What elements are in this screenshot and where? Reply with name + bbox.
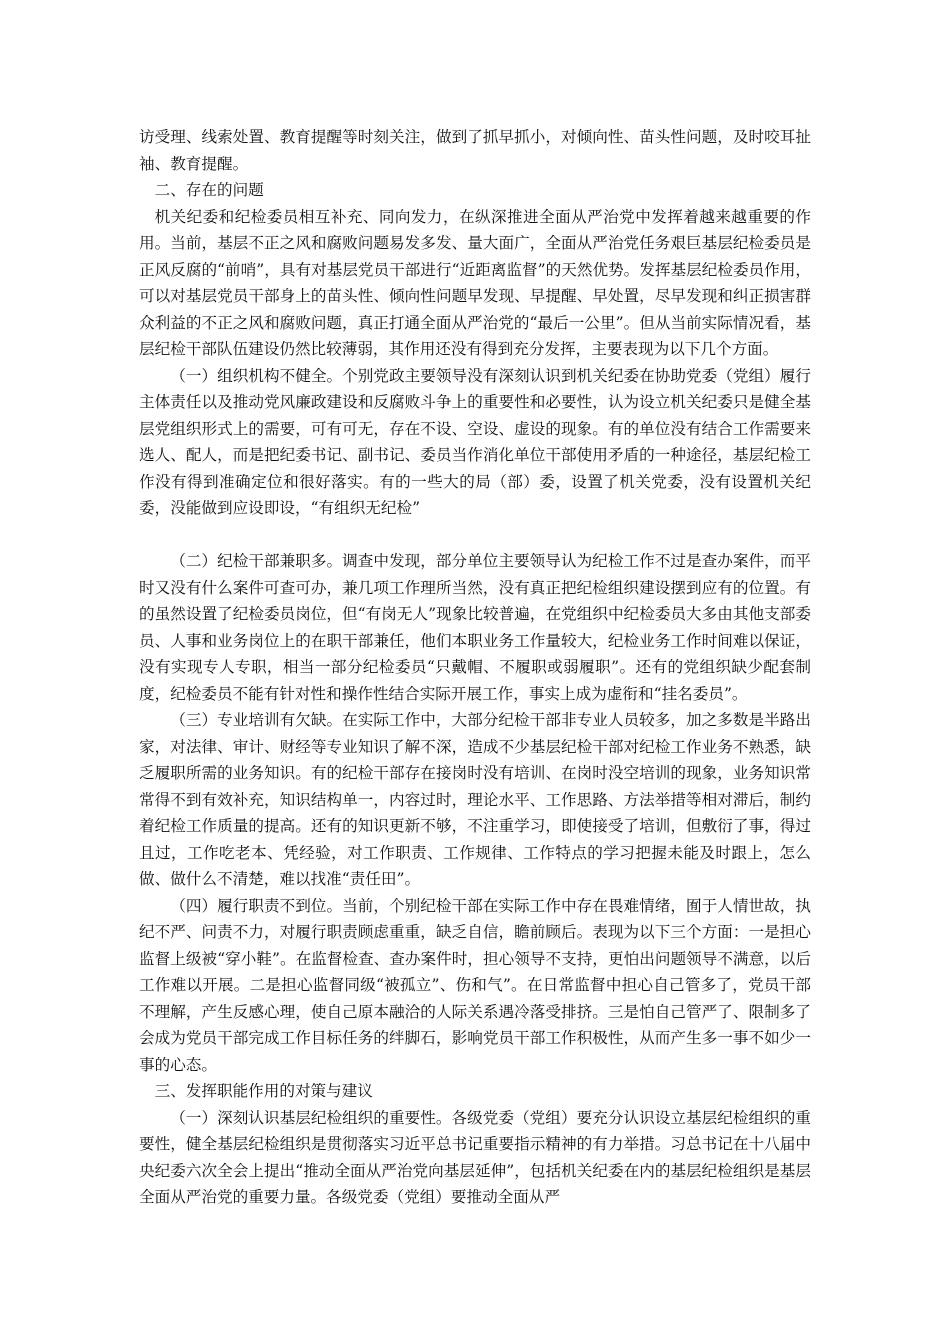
section-heading-suggestions: 三、发挥职能作用的对策与建议 [154, 1082, 373, 1100]
paragraph-suggestion-1: （一）深刻认识基层纪检组织的重要性。各级党委（党组）要充分认识设立基层纪检组织的重要性，健全基层纪检组织是贯彻落实习近平总书记重要指示精神的有力举措。习总书记在十八届中央纪委六次全会上提出“推动全面从严治党向基层延伸”，包括机关纪委在内的基层纪检组织是基层全面从严治党的重要力量。各级党委（党组）要推动全面从严 [139, 1108, 811, 1206]
paragraph-problem-2: （二）纪检干部兼职多。调查中发现，部分单位主要领导认为纪检工作不过是查办案件，而平时又没有什么案件可查可办，兼几项工作理所当然，没有真正把纪检组织建设摆到应有的位置。有的虽然设置了纪检委员岗位，但“有岗无人”现象比较普遍，在党组织中纪检委员大多由其他支部委员、人事和业务岗位上的在职干部兼任，他们本职业务工作量较大，纪检业务工作时间难以保证，没有实现专人专职，相当一部分纪检委员“只戴帽、不履职或弱履职”。还有的党组织缺少配套制度，纪检委员不能有针对性和操作性结合实际开展工作，事实上成为虚衔和“挂名委员”。 [139, 552, 811, 703]
paragraph-problem-4: （四）履行职责不到位。当前，个别纪检干部在实际工作中存在畏难情绪，囿于人情世故，执纪不严、问责不力，对履行职责顾虑重重，缺乏自信，瞻前顾后。表现为以下三个方面：一是担心监督上级被“穿小鞋”。在监督检查、查办案件时，担心领导不支持，更怕出问题领导不满意，以后工作难以开展。二是担心监督同级“被孤立”、伤和气”。在日常监督中担心自己管多了，党员干部不理解，产生反感心理，使自己原本融洽的人际关系遇冷落受排挤。三是怕自己管严了、限制多了会成为党员干部完成工作目标任务的绊脚石，影响党员干部工作积极性，从而产生多一事不如少一事的心态。 [139, 896, 811, 1074]
section-heading-problems: 二、存在的问题 [154, 181, 264, 199]
paragraph-continuation: 访受理、线索处置、教育提醒等时刻关注，做到了抓早抓小，对倾向性、苗头性问题，及时咬耳扯袖、教育提醒。 [139, 128, 811, 173]
paragraph-problem-3: （三）专业培训有欠缺。在实际工作中，大部分纪检干部非专业人员较多，加之多数是半路出家，对法律、审计、财经等专业知识了解不深，造成不少基层纪检干部对纪检工作业务不熟悉，缺乏履职所需的业务知识。有的纪检干部存在接岗时没有培训、在岗时没空培训的现象，业务知识常常得不到有效补充，知识结构单一，内容过时，理论水平、工作思路、方法举措等相对滞后，制约着纪检工作质量的提高。还有的知识更新不够，不注重学习，即使接受了培训，但敷衍了事，得过且过，工作吃老本、凭经验，对工作职责、工作规律、工作特点的学习把握未能及时跟上，怎么做、做什么不清楚，难以找准“责任田”。 [139, 711, 811, 888]
paragraph-problem-1: （一）组织机构不健全。个别党政主要领导没有深刻认识到机关纪委在协助党委（党组）履行主体责任以及推动党风廉政建设和反腐败斗争上的重要性和必要性，认为设立机关纪委只是健全基层党组织形式上的需要，可有可无，存在不设、空设、虚设的现象。有的单位没有结合工作需要来选人、配人，而是把纪委书记、副书记、委员当作消化单位干部使用矛盾的一种途径，基层纪检工作没有得到准确定位和很好落实。有的一些大的局（部）委，设置了机关党委，没有设置机关纪委，没能做到应设即设，“有组织无纪检” [139, 366, 811, 517]
document-body [139, 124, 811, 1211]
paragraph-gap [139, 522, 811, 549]
paragraph-intro-problems: 机关纪委和纪检委员相互补充、同向发力，在纵深推进全面从严治党中发挥着越来越重要的作用。当前，基层不正之风和腐败问题易发多发、量大面广，全面从严治党任务艰巨基层纪检委员是正风反腐的“前哨”，具有对基层党员干部进行“近距离监督”的天然优势。发挥基层纪检委员作用，可以对基层党员干部身上的苗头性、倾向性问题早发现、早提醒、早处置，尽早发现和纠正损害群众利益的不正之风和腐败问题，真正打通全面从严治党的“最后一公里”。但从当前实际情况看，基层纪检干部队伍建设仍然比较薄弱，其作用还没有得到充分发挥，主要表现为以下几个方面。 [139, 207, 811, 358]
